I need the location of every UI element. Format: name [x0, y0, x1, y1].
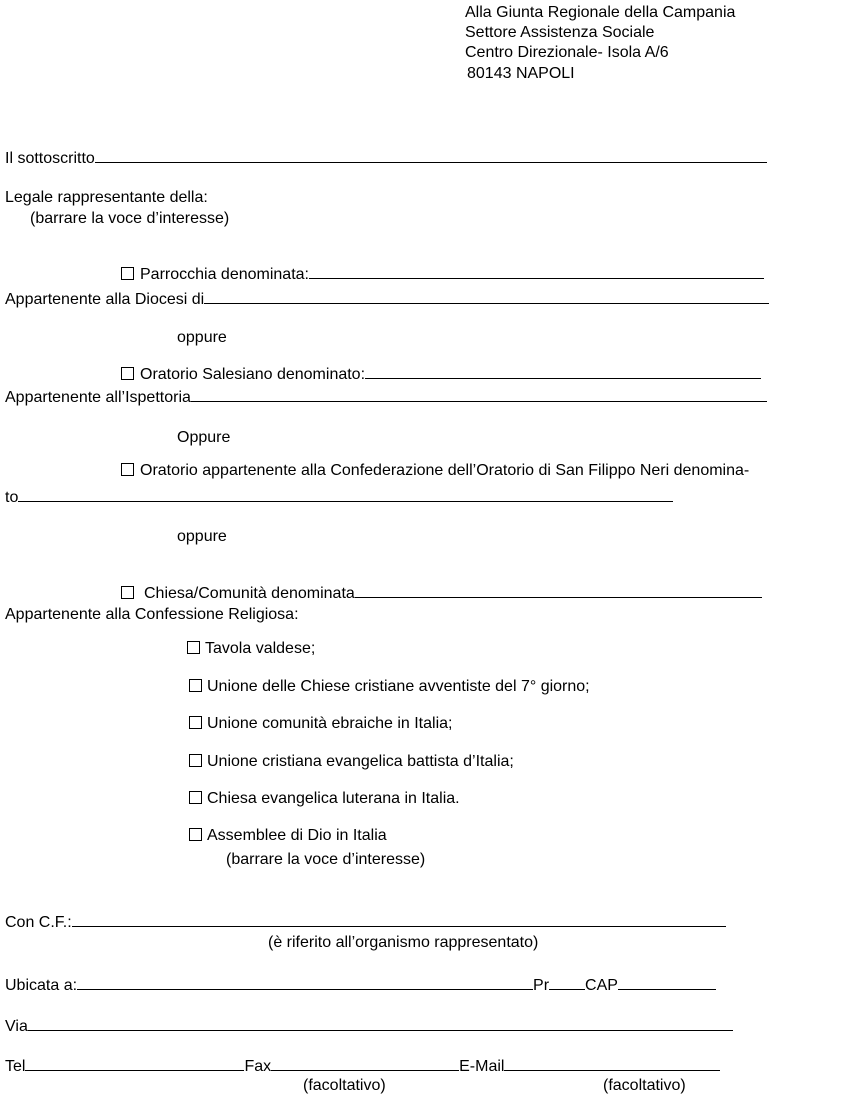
undersigned-label: Il sottoscritto [5, 150, 95, 167]
confession-checkbox[interactable] [189, 679, 202, 692]
confession-label: Tavola valdese; [205, 640, 316, 657]
location-row [5, 974, 716, 996]
salesian-checkbox[interactable] [121, 367, 134, 380]
province-label: Pr [533, 977, 550, 994]
undersigned-field[interactable] [95, 147, 767, 163]
confession-checkbox[interactable] [189, 791, 202, 804]
confession-checkbox[interactable] [187, 641, 200, 654]
address-line-2: Settore Assistenza Sociale [465, 24, 655, 41]
parish-field[interactable] [309, 263, 764, 279]
email-field[interactable] [504, 1055, 720, 1071]
confession-label: Chiesa evangelica luterana in Italia. [207, 790, 460, 807]
church-label: Chiesa/Comunità denominata [144, 585, 355, 602]
confession-label: Assemblee di Dio in Italia [207, 827, 387, 844]
cap-field[interactable] [618, 974, 716, 990]
tel-field[interactable] [25, 1055, 244, 1071]
tel-label: Tel [5, 1058, 26, 1075]
diocese-field[interactable] [204, 288, 769, 304]
confederation-row [121, 461, 749, 481]
legal-rep-label: Legale rappresentante della: [5, 189, 208, 206]
province-field[interactable] [549, 974, 585, 990]
undersigned-row [5, 147, 767, 169]
confession-option [189, 789, 460, 809]
mark-note: (barrare la voce d’interesse) [30, 210, 230, 227]
confederation-row-cont [5, 486, 673, 508]
confessions-note: (barrare la voce d’interesse) [226, 851, 426, 868]
email-note: (facoltativo) [603, 1077, 686, 1094]
or-text-3: oppure [177, 528, 227, 545]
inspectorate-label: Appartenente all’Ispettoria [5, 389, 191, 406]
street-field[interactable] [28, 1015, 733, 1031]
confession-option [189, 826, 387, 846]
confession-checkbox[interactable] [189, 828, 202, 841]
contacts-row [5, 1055, 720, 1077]
street-row [5, 1015, 733, 1037]
confession-label: Unione comunità ebraiche in Italia; [207, 715, 453, 732]
confession-option [189, 752, 514, 772]
salesian-row [121, 363, 761, 385]
confession-label: Unione delle Chiese cristiane avventiste del 7° giorno; [207, 678, 590, 695]
church-checkbox[interactable] [121, 586, 134, 599]
confession-option [189, 677, 590, 697]
cap-label: CAP [585, 977, 618, 994]
diocese-row [5, 288, 769, 310]
confession-option [189, 714, 452, 734]
or-text-1: oppure [177, 329, 227, 346]
fax-field[interactable] [271, 1055, 459, 1071]
salesian-label: Oratorio Salesiano denominato: [140, 366, 366, 383]
cf-label: Con C.F.: [5, 914, 72, 931]
fax-note: (facoltativo) [303, 1077, 386, 1094]
confederation-label: Oratorio appartenente alla Confederazione dell’Oratorio di San Filippo Neri denomina- [140, 462, 750, 479]
confession-label: Unione cristiana evangelica battista d’Italia; [207, 753, 514, 770]
parish-label: Parrocchia denominata: [140, 266, 309, 283]
fax-label: Fax [244, 1058, 272, 1075]
address-line-3: Centro Direzionale- Isola A/6 [465, 44, 669, 61]
inspectorate-row [5, 386, 767, 408]
church-field[interactable] [355, 582, 762, 598]
cf-note: (è riferito all’organismo rappresentato) [268, 934, 539, 951]
cf-field[interactable] [72, 911, 726, 927]
confederation-field[interactable] [18, 486, 673, 502]
confession-option [187, 639, 315, 659]
church-row [121, 582, 762, 604]
parish-row [121, 263, 764, 285]
located-field[interactable] [77, 974, 533, 990]
confession-checkbox[interactable] [189, 716, 202, 729]
email-label: E-Mail [459, 1058, 505, 1075]
salesian-field[interactable] [365, 363, 761, 379]
cf-row [5, 911, 726, 933]
diocese-label: Appartenente alla Diocesi di [5, 291, 205, 308]
address-line-4: 80143 NAPOLI [467, 65, 575, 82]
address-line-1: Alla Giunta Regionale della Campania [465, 4, 736, 21]
confederation-checkbox[interactable] [121, 463, 134, 476]
confederation-label-cont: to [5, 489, 19, 506]
confession-label: Appartenente alla Confessione Religiosa: [5, 606, 299, 623]
confession-checkbox[interactable] [189, 754, 202, 767]
located-label: Ubicata a: [5, 977, 78, 994]
street-label: Via [5, 1018, 28, 1035]
inspectorate-field[interactable] [191, 386, 767, 402]
or-text-2: Oppure [177, 429, 231, 446]
parish-checkbox[interactable] [121, 267, 134, 280]
